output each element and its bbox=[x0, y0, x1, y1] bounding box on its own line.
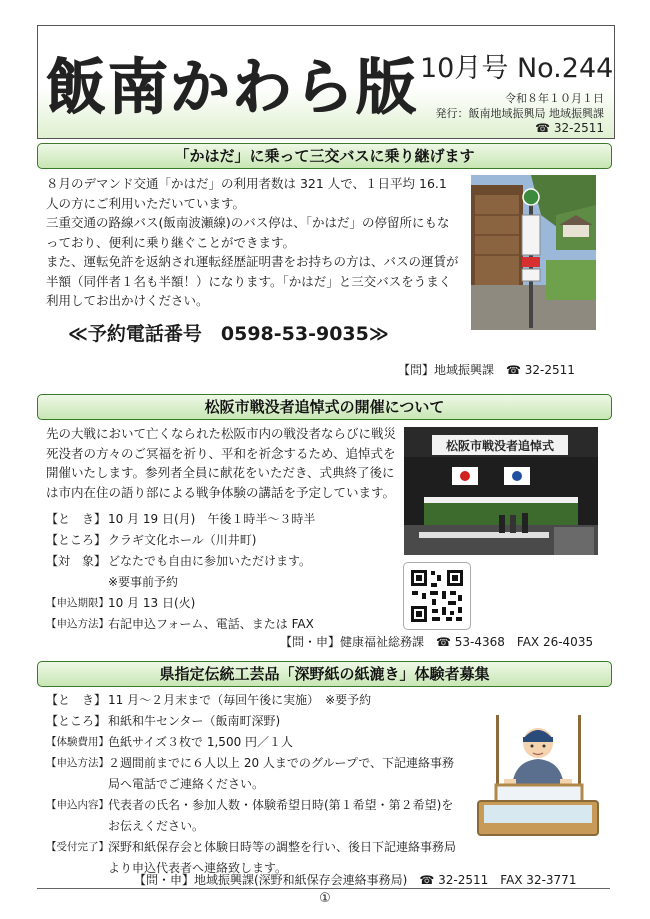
detail-value: より申込代表者へ連絡致します。 bbox=[108, 861, 288, 875]
memorial-details bbox=[46, 509, 315, 635]
masthead bbox=[37, 25, 615, 139]
detail-value: クラギ文化ホール（川井町) bbox=[108, 533, 257, 547]
detail-label bbox=[46, 774, 108, 795]
application-qr-code[interactable] bbox=[403, 562, 471, 630]
detail-row bbox=[46, 753, 456, 774]
detail-label: 【申込方法】 bbox=[46, 757, 109, 769]
papermaking-illustration bbox=[474, 715, 602, 840]
detail-value: 10 月 13 日(火) bbox=[108, 596, 196, 610]
detail-row bbox=[46, 530, 315, 551]
detail-row bbox=[46, 795, 456, 816]
detail-label bbox=[46, 572, 108, 593]
detail-label: 【と き】 bbox=[46, 512, 107, 526]
detail-label: 【受付完了】 bbox=[46, 841, 109, 853]
detail-value: 10 月 19 日(月) 午後１時半～３時半 bbox=[108, 512, 316, 526]
detail-value: 局へ電話でご連絡ください。 bbox=[108, 777, 265, 791]
issue-date: 令和８年１０月１日 bbox=[505, 92, 604, 105]
detail-label bbox=[46, 858, 108, 879]
detail-row bbox=[46, 614, 315, 635]
washi-contact: 【問・申】地域振興課(深野和紙保存会連絡事務局) ☎ 32-2511 FAX 32-3771 bbox=[134, 873, 577, 887]
detail-row bbox=[46, 593, 315, 614]
reservation-phone: ≪予約電話番号 0598-53-9035≫ bbox=[68, 323, 389, 345]
detail-label bbox=[46, 816, 108, 837]
bus-stop-photo bbox=[471, 175, 596, 330]
memorial-ceremony-photo bbox=[404, 427, 598, 555]
detail-label: 【対 象】 bbox=[46, 554, 107, 568]
detail-label: 【体験費用】 bbox=[46, 736, 109, 748]
detail-row bbox=[46, 690, 456, 711]
detail-value: お伝えください。 bbox=[108, 819, 205, 833]
detail-row bbox=[46, 509, 315, 530]
detail-value: 11 月～２月末まで（毎回午後に実施） ※要予約 bbox=[108, 693, 372, 707]
detail-row bbox=[46, 711, 456, 732]
bus-paragraph: ８月のデマンド交通「かはだ」の利用者数は 321 人で、１日平均 16.1 人の方にご利用いただいています。 bbox=[46, 176, 447, 211]
detail-row bbox=[46, 774, 456, 795]
memorial-contact: 【問・申】健康福祉総務課 ☎ 53-4368 FAX 26-4035 bbox=[280, 635, 594, 649]
detail-value: ２週間前までに６人以上 20 人までのグループで、下記連絡事務 bbox=[108, 756, 455, 770]
publisher-tel: ☎ 32-2511 bbox=[535, 121, 604, 135]
memorial-article-body bbox=[46, 424, 396, 502]
bus-contact: 【問】地域振興課 ☎ 32-2511 bbox=[398, 363, 575, 377]
detail-label: 【申込期限】 bbox=[46, 597, 109, 609]
ceremony-banner-text: 松阪市戦没者追悼式 bbox=[445, 439, 555, 453]
newsletter-title: 飯南かわら版 bbox=[46, 53, 418, 123]
detail-label: 【ところ】 bbox=[46, 714, 107, 728]
detail-value: どなたでも自由に参加いただけます。 bbox=[108, 554, 312, 568]
bus-paragraph: 三重交通の路線バス(飯南波瀬線)のバス停は、「かはだ」の停留所にもなっており、便利に乗り継ぐことができます。 bbox=[46, 215, 450, 250]
detail-value: 和紙和牛センター（飯南町深野) bbox=[108, 714, 281, 728]
detail-value: 色紙サイズ３枚で 1,500 円／１人 bbox=[108, 735, 294, 749]
publisher: 発行：飯南地域振興局 地域振興課 bbox=[435, 107, 604, 120]
detail-value: ※要事前予約 bbox=[108, 575, 179, 589]
bus-paragraph: また、運転免許を返納され運転経歴証明書をお持ちの方は、バスの運賃が半額（同伴者１名も半額！）になります。「かはだ」と三交バスをうまく利用してお出かけください。 bbox=[46, 254, 459, 308]
detail-row bbox=[46, 837, 456, 858]
section-heading-memorial: 松阪市戦没者追悼式の開催について bbox=[37, 394, 612, 420]
detail-value: 深野和紙保存会と体験日時等の調整を行い、後日下記連絡事務局 bbox=[108, 840, 457, 854]
detail-row bbox=[46, 572, 315, 593]
detail-label: 【と き】 bbox=[46, 693, 107, 707]
detail-row bbox=[46, 816, 456, 837]
detail-value: 右記申込フォーム、電話、または FAX bbox=[108, 617, 314, 631]
bus-article-body bbox=[46, 174, 461, 311]
washi-details bbox=[46, 690, 456, 879]
footer-divider bbox=[37, 888, 610, 889]
detail-value: 代表者の氏名・参加人数・体験希望日時(第１希望・第２希望)を bbox=[108, 798, 454, 812]
detail-label: 【ところ】 bbox=[46, 533, 107, 547]
section-heading-bus: 「かはだ」に乗って三交バスに乗り継げます bbox=[37, 143, 612, 169]
detail-label: 【申込方法】 bbox=[46, 618, 109, 630]
detail-row bbox=[46, 551, 315, 572]
memorial-paragraph: 先の大戦において亡くなられた松阪市内の戦没者ならびに戦災死没者の方々のご冥福を祈り、平和を祈念するため、追悼式を開催いたします。参列者全員に献花をいただき、式典終了後には市内在住の語り部による戦争体験の講話を予定しています。 bbox=[46, 426, 397, 500]
page-number: ① bbox=[319, 891, 331, 906]
section-heading-washi: 県指定伝統工芸品「深野紙の紙漉き」体験者募集 bbox=[37, 661, 612, 687]
detail-label: 【申込内容】 bbox=[46, 799, 109, 811]
detail-row bbox=[46, 732, 456, 753]
issue-number: 10月号 No.244 bbox=[420, 53, 614, 84]
